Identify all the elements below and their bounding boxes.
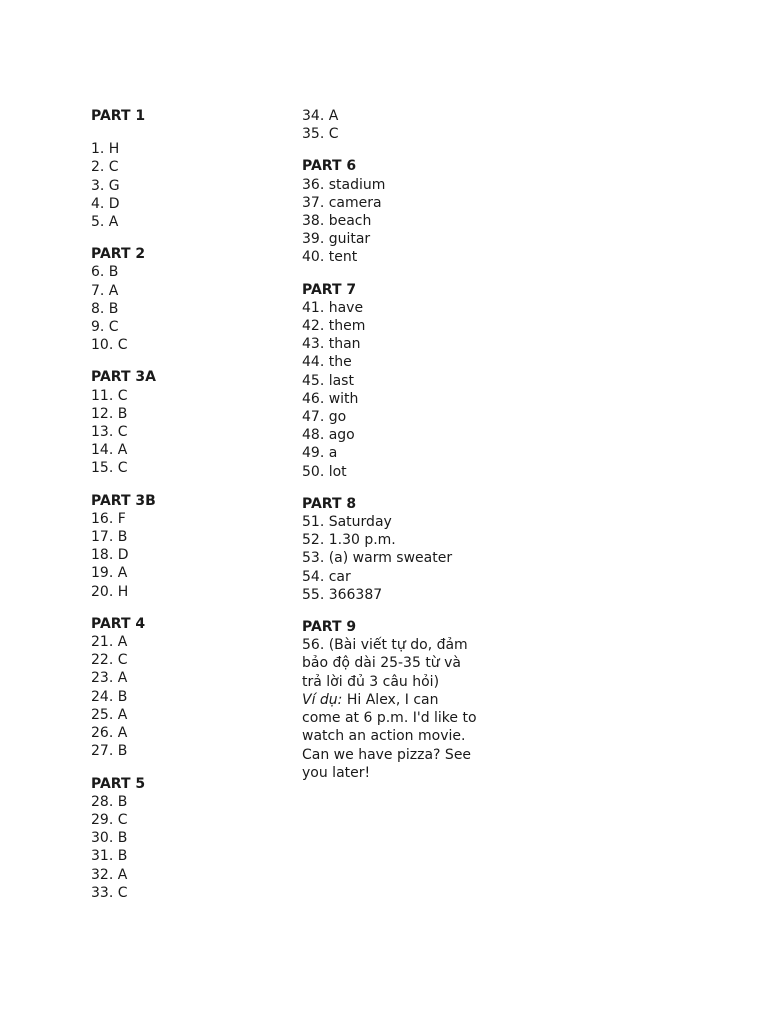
part-9-section: [302, 618, 477, 782]
example-label: Ví dụ:: [302, 691, 343, 708]
left-column: [91, 107, 281, 916]
part-5-section: [91, 775, 281, 902]
answer-item: 8. B: [91, 300, 119, 317]
part-5-continued: [302, 107, 477, 143]
part-3b-section: [91, 492, 281, 601]
part-7-section: [302, 281, 477, 481]
answer-item: 48. ago: [302, 427, 355, 444]
answer-item: 37. camera: [302, 194, 382, 211]
answer-item: 55. 366387: [302, 586, 383, 603]
answer-item: 18. D: [91, 547, 129, 564]
answer-item: 45. last: [302, 372, 354, 389]
answer-item: 28. B: [91, 793, 128, 810]
answer-item: 46. with: [302, 390, 359, 407]
answer-item: 39. guitar: [302, 231, 371, 248]
answer-item: 3. G: [91, 177, 120, 194]
answer-item: 20. H: [91, 583, 129, 600]
right-column: [302, 107, 477, 796]
answer-item: 7. A: [91, 282, 119, 299]
answer-item: 53. (a) warm sweater: [302, 550, 453, 567]
answer-item: 32. A: [91, 866, 128, 883]
answer-item: 12. B: [91, 405, 128, 422]
answer-item: 26. A: [91, 725, 128, 742]
answer-item: 1. H: [91, 141, 120, 158]
part-title: PART 1: [91, 108, 146, 124]
part-title: PART 3B: [91, 492, 156, 509]
example-text: Hi Alex, I can come at 6 p.m. I'd like to watch an action movie. Can we have pizza? See you later!: [302, 691, 477, 781]
answer-item: 35. C: [302, 126, 339, 143]
part-title: PART 3A: [91, 369, 156, 386]
answer-item: 2. C: [91, 159, 119, 176]
example-answer: [302, 691, 477, 782]
answer-item: 5. A: [91, 214, 119, 231]
answer-item: 17. B: [91, 529, 128, 546]
part-title: PART 5: [91, 775, 146, 792]
part-6-section: [302, 157, 477, 266]
answer-item: 22. C: [91, 652, 128, 669]
answer-item: 50. lot: [302, 463, 347, 480]
answer-item: 24. B: [91, 688, 128, 705]
answer-item: 34. A: [302, 108, 339, 124]
answer-item: 21. A: [91, 634, 128, 651]
answer-item: 23. A: [91, 670, 128, 687]
part-title: PART 9: [302, 619, 357, 636]
answer-item: 47. go: [302, 409, 347, 426]
answer-item: 36. stadium: [302, 176, 386, 193]
answer-item: 13. C: [91, 424, 128, 441]
answer-item: 31. B: [91, 848, 128, 865]
answer-item: 49. a: [302, 445, 338, 462]
answer-item: 51. Saturday: [302, 514, 392, 531]
answer-item: 16. F: [91, 510, 126, 527]
part-title: PART 6: [302, 158, 357, 175]
answer-item: 43. than: [302, 336, 361, 353]
part-8-section: [302, 495, 477, 604]
answer-item: 44. the: [302, 354, 352, 371]
answer-item: 15. C: [91, 460, 128, 477]
part-4-section: [91, 615, 281, 761]
writing-instruction: 56. (Bài viết tự do, đảm bảo độ dài 25-35 từ và trả lời đủ 3 câu hỏi): [302, 637, 468, 690]
part-3a-section: [91, 368, 281, 477]
part-title: PART 7: [302, 281, 357, 298]
answer-item: 29. C: [91, 811, 128, 828]
answer-item: 54. car: [302, 568, 351, 585]
answer-item: 14. A: [91, 442, 128, 459]
answer-item: 10. C: [91, 337, 128, 354]
part-title: PART 2: [91, 246, 146, 263]
answer-item: 11. C: [91, 387, 128, 404]
answer-item: 9. C: [91, 319, 119, 336]
answer-item: 33. C: [91, 884, 128, 901]
part-1-section: [91, 107, 281, 231]
answer-item: 38. beach: [302, 213, 372, 230]
answer-item: 4. D: [91, 195, 120, 212]
answer-item: 27. B: [91, 743, 128, 760]
answer-item: 19. A: [91, 565, 128, 582]
answer-item: 40. tent: [302, 249, 358, 266]
part-title: PART 8: [302, 495, 357, 512]
answer-item: 42. them: [302, 318, 366, 335]
answer-item: 25. A: [91, 706, 128, 723]
answer-item: 52. 1.30 p.m.: [302, 532, 396, 549]
part-2-section: [91, 245, 281, 354]
answer-item: 41. have: [302, 299, 364, 316]
answer-item: 6. B: [91, 264, 119, 281]
answer-item: 30. B: [91, 830, 128, 847]
part-title: PART 4: [91, 615, 146, 632]
